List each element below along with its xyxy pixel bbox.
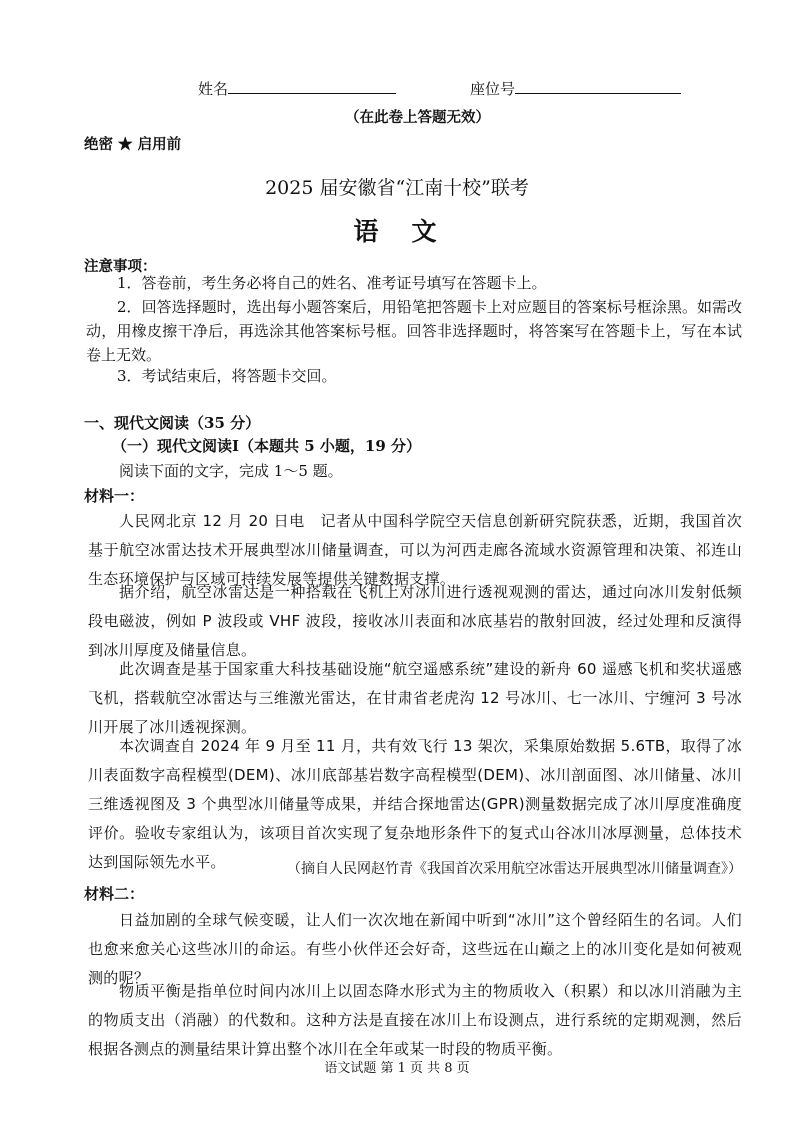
material1-source: （摘自人民网赵竹青《我国首次采用航空冰雷达开展典型冰川储量调查》） <box>287 861 742 877</box>
notice-item: 2．回答选择题时，选出每小题答案后，用铅笔把答题卡上对应题目的答案标号框涂黑。如需改动，用橡皮擦干净后，再选涂其他答案标号框。回答非选择题时，将答案写在答题卡上，写在本试卷上无效。 <box>86 298 742 364</box>
notice-item: 3．考试结束后，将答题卡交回。 <box>117 367 337 385</box>
material2-label: 材料二： <box>84 885 145 903</box>
secret-mark: 绝密 ★ 启用前 <box>84 136 182 153</box>
material1-label: 材料一： <box>84 487 145 505</box>
material1-paragraph: 人民网北京 12 月 20 日电 记者从中国科学院空天信息创新研究院获悉，近期，我国首次基于航空冰雷达技术开展典型冰川储量调查，可以为河西走廊各流域水资源管理和决策、祁连山生态环境保护与区域可持续发展等提供关键数据支撑。 <box>88 512 742 588</box>
name-field <box>198 78 396 99</box>
seat-field <box>470 78 681 99</box>
seat-label: 座位号 <box>470 80 516 98</box>
material1-paragraph: 本次调查自 2024 年 9 月至 11 月，共有效飞行 13 架次，采集原始数据 5.6TB，取得了冰川表面数字高程模型(DEM)、冰川底部基岩数字高程模型(DEM)、冰川剖面图、冰川储量、冰川三维透视图及 3 个典型冰川储量等成果，并结合探地雷达(GPR)测量数据完成了冰川厚度准确度评价。验收专家组认为，该项目首次实现了复杂地形条件下的复式山谷冰川冰厚测量，总体技术达到国际领先水平。 <box>88 737 742 871</box>
section-heading: 一、现代文阅读（35 分） <box>84 414 261 432</box>
exam-title: 2025 届安徽省“江南十校”联考 <box>265 177 529 199</box>
name-blank <box>228 79 396 94</box>
invalid-note: （在此卷上答题无效） <box>345 109 490 126</box>
instruction: 阅读下面的文字，完成 1～5 题。 <box>119 462 343 480</box>
material2-paragraph: 日益加剧的全球气候变暖，让人们一次次地在新闻中听到“冰川”这个曾经陌生的名词。人们也愈来愈关心这些冰川的命运。有些小伙伴还会好奇，这些远在山巅之上的冰川变化是如何被观测的呢？ <box>88 911 742 987</box>
notice-heading: 注意事项： <box>84 258 157 275</box>
name-label: 姓名 <box>198 80 229 98</box>
notice-item: 1．答卷前，考生务必将自己的姓名、准考证号填写在答题卡上。 <box>117 274 547 292</box>
material2-paragraph: 物质平衡是指单位时间内冰川上以固态降水形式为主的物质收入（积累）和以冰川消融为主的物质支出（消融）的代数和。这种方法是直接在冰川上布设测点，进行系统的定期观测，然后根据各测点的测量结果计算出整个冰川在全年或某一时段的物质平衡。 <box>88 982 742 1058</box>
seat-blank <box>515 79 681 94</box>
material1-paragraph: 此次调查是基于国家重大科技基础设施“航空遥感系统”建设的新舟 60 遥感飞机和奖状遥感飞机，搭载航空冰雷达与三维激光雷达，在甘肃省老虎沟 12 号冰川、七一冰川、宁缠河 3 号冰川开展了冰川透视探测。 <box>88 660 742 736</box>
material1-paragraph: 据介绍，航空冰雷达是一种搭载在飞机上对冰川进行透视观测的雷达，通过向冰川发射低频段电磁波，例如 P 波段或 VHF 波段，接收冰川表面和冰底基岩的散射回波，经过处理和反演得到冰川厚度及储量信息。 <box>88 583 742 659</box>
subject-title: 语 文 <box>353 217 441 246</box>
page-footer: 语文试题 第 1 页 共 8 页 <box>324 1061 470 1076</box>
subsection-heading: （一）现代文阅读Ⅰ（本题共 5 小题，19 分） <box>112 437 421 455</box>
